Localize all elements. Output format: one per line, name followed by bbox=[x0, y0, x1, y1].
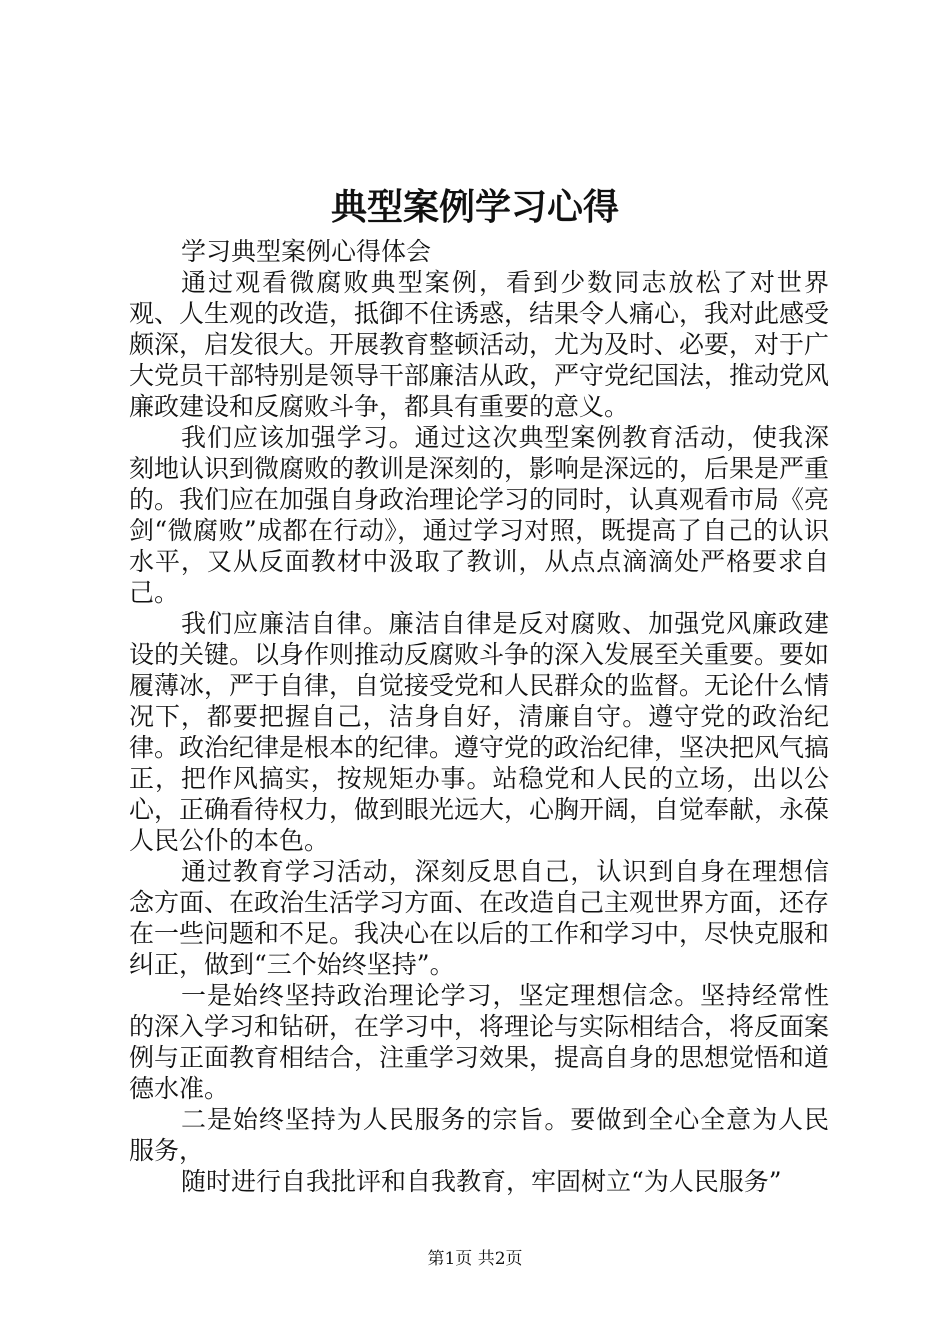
paragraph: 一是始终坚持政治理论学习，坚定理想信念。坚持经常性的深入学习和钻研，在学习中，将理论与实际相结合，将反面案例与正面教育相结合，注重学习效果，提高自身的思想觉悟和道德水准。 bbox=[129, 981, 830, 1103]
paragraph: 通过教育学习活动，深刻反思自己，认识到自身在理想信念方面、在政治生活学习方面、在改造自己主观世界方面，还存在一些问题和不足。我决心在以后的工作和学习中，尽快克服和纠正，做到“三个始终坚持”。 bbox=[129, 857, 830, 979]
document-body bbox=[129, 236, 829, 1197]
page-footer: 第1页 共2页 bbox=[427, 1249, 523, 1269]
paragraph: 我们应廉洁自律。廉洁自律是反对腐败、加强党风廉政建设的关键。以身作则推动反腐败斗争的深入发展至关重要。要如履薄冰，严于自律，自觉接受党和人民群众的监督。无论什么情况下，都要把握自己，洁身自好，清廉自守。遵守党的政治纪律。政治纪律是根本的纪律。遵守党的政治纪律，坚决把风气搞正，把作风搞实，按规矩办事。站稳党和人民的立场，出以公心，正确看待权力，做到眼光远大，心胸开阔，自觉奉献，永葆人民公仆的本色。 bbox=[129, 609, 830, 855]
paragraph: 通过观看微腐败典型案例，看到少数同志放松了对世界观、人生观的改造，抵御不住诱惑，结果令人痛心，我对此感受颇深，启发很大。开展教育整顿活动，尤为及时、必要，对于广大党员干部特别是领导干部廉洁从政，严守党纪国法，推动党风廉政建设和反腐败斗争，都具有重要的意义。 bbox=[129, 268, 830, 421]
paragraph-subtitle: 学习典型案例心得体会 bbox=[181, 237, 432, 266]
paragraph: 二是始终坚持为人民服务的宗旨。要做到全心全意为人民服务， bbox=[129, 1105, 829, 1165]
paragraph: 随时进行自我批评和自我教育，牢固树立“为人民服务” bbox=[181, 1167, 782, 1196]
paragraph: 我们应该加强学习。通过这次典型案例教育活动，使我深刻地认识到微腐败的教训是深刻的，影响是深远的，后果是严重的。我们应在加强自身政治理论学习的同时，认真观看市局《亮剑“微腐败”成都在行动》，通过学习对照，既提高了自己的认识水平，又从反面教材中汲取了教训，从点点滴滴处严格要求自己。 bbox=[129, 423, 830, 607]
document-title: 典型案例学习心得 bbox=[330, 186, 619, 228]
